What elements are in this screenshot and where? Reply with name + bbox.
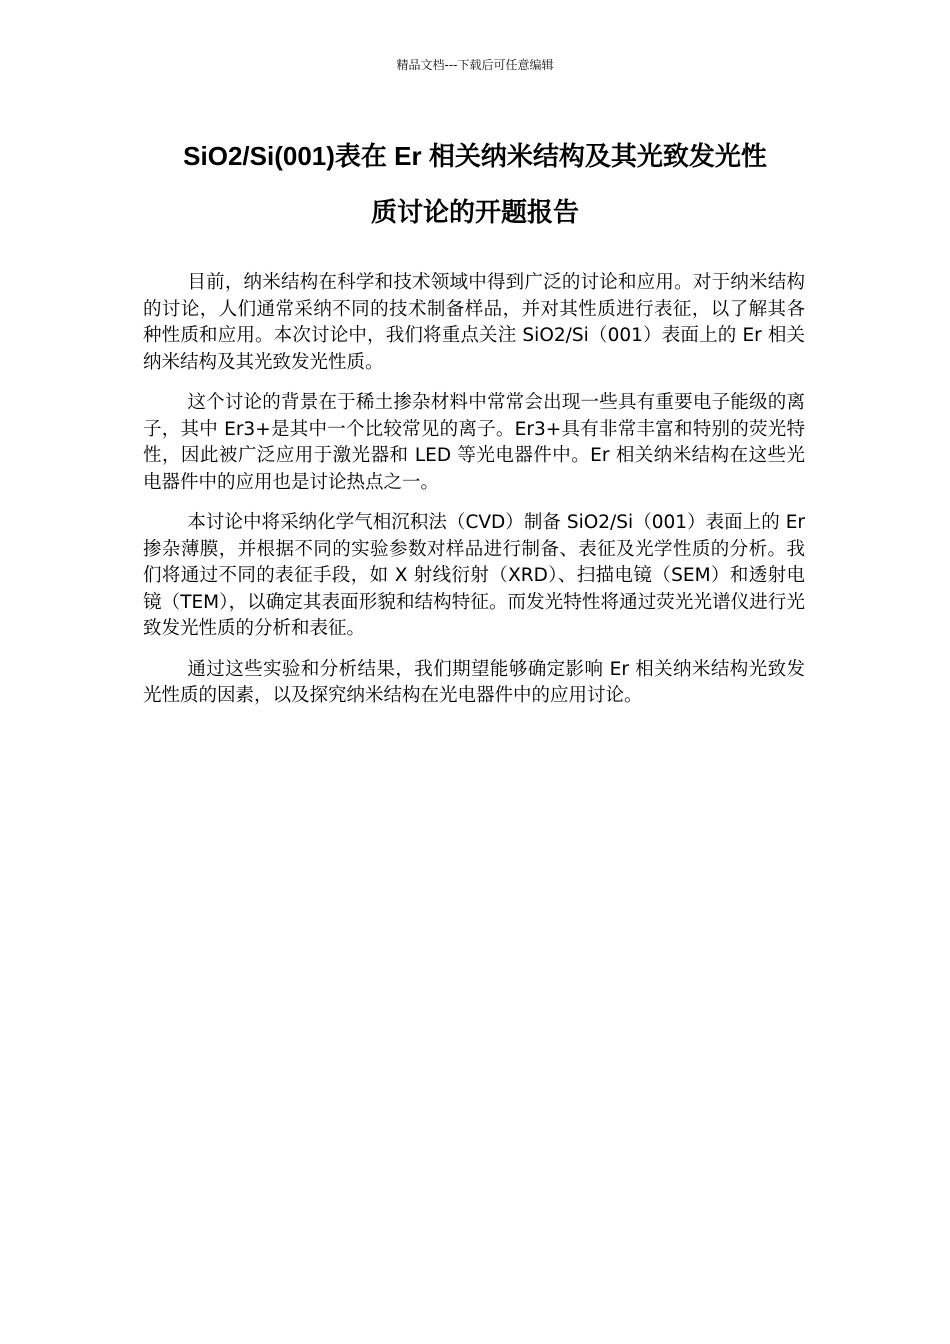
page-header: 精品文档---下载后可任意编辑 xyxy=(396,58,554,72)
document-title-line-1: SiO2/Si(001)表在 Er 相关纳米结构及其光致发光性 xyxy=(183,141,767,171)
paragraph-goals: 通过这些实验和分析结果，我们期望能够确定影响 Er 相关纳米结构光致发光性质的因素，以及探究纳米结构在光电器件中的应用讨论。 xyxy=(143,658,805,706)
paragraph-background: 这个讨论的背景在于稀土掺杂材料中常常会出现一些具有重要电子能级的离子，其中 Er3+是其中一个比较常见的离子。Er3+具有非常丰富和特别的荧光特性，因此被广泛应用于激光器和 LED 等光电器件中。Er 相关纳米结构在这些光电器件中的应用也是讨论热点之一。 xyxy=(143,392,805,493)
document-title xyxy=(130,128,820,240)
paragraph-methods: 本讨论中将采纳化学气相沉积法（CVD）制备 SiO2/Si（001）表面上的 Er 掺杂薄膜，并根据不同的实验参数对样品进行制备、表征及光学性质的分析。我们将通过不同的表征手段，如 X 射线衍射（XRD）、扫描电镜（SEM）和透射电镜（TEM），以确定其表面形貌和结构特征。而发光特性将通过荧光光谱仪进行光致发光性质的分析和表征。 xyxy=(143,512,805,639)
document-body xyxy=(143,270,805,724)
paragraph-intro: 目前，纳米结构在科学和技术领域中得到广泛的讨论和应用。对于纳米结构的讨论，人们通常采纳不同的技术制备样品，并对其性质进行表征，以了解其各种性质和应用。本次讨论中，我们将重点关注 SiO2/Si（001）表面上的 Er 相关纳米结构及其光致发光性质。 xyxy=(143,272,805,373)
document-title-line-2: 质讨论的开题报告 xyxy=(370,197,579,227)
